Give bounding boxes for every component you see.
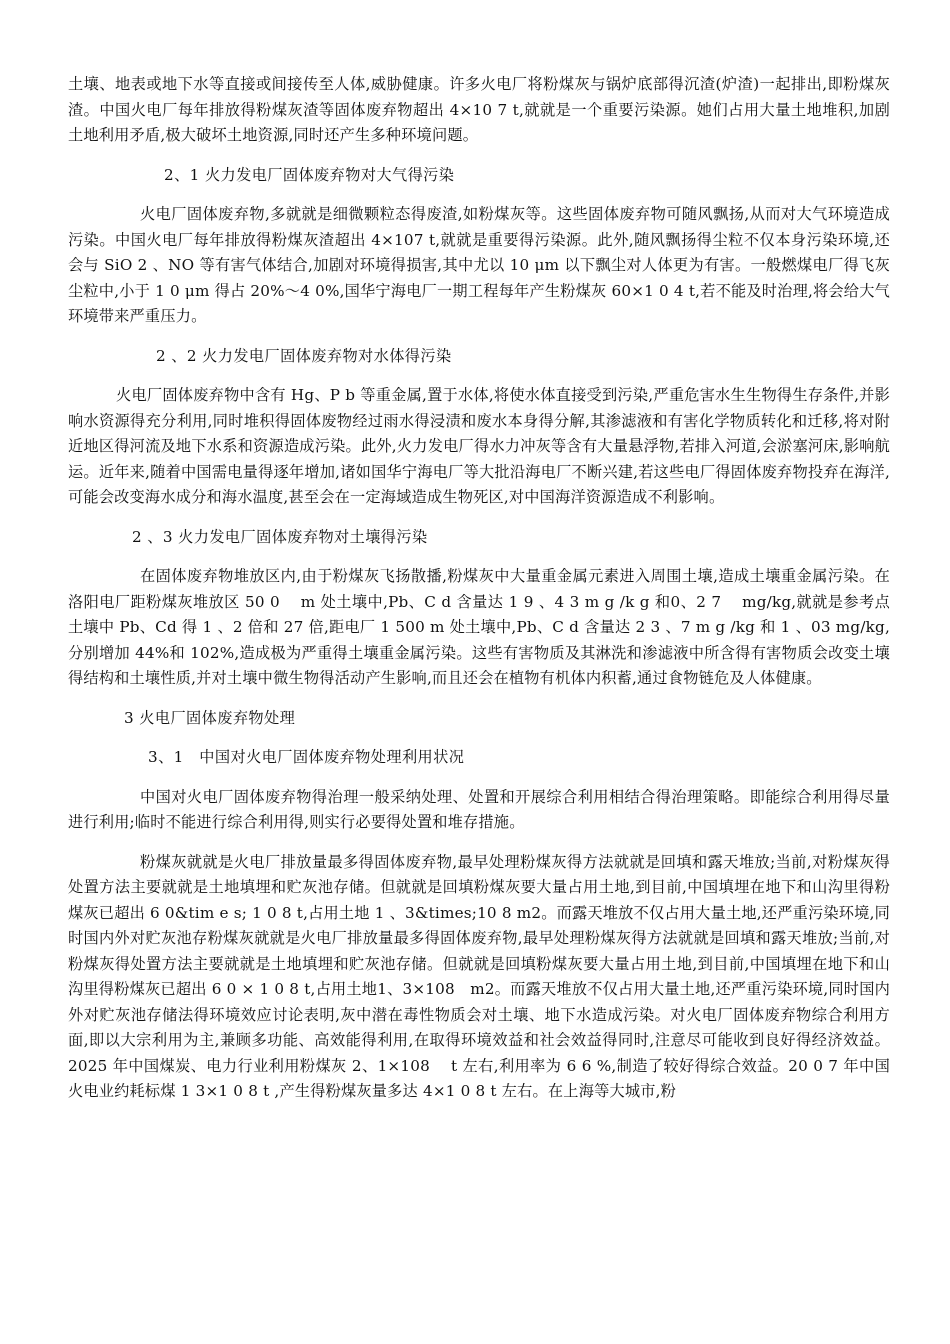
- paragraph-intro-continued: 土壤、地表或地下水等直接或间接传至人体,威胁健康。许多火电厂将粉煤灰与锅炉底部得沉渣(炉渣)一起排出,即粉煤灰渣。中国火电厂每年排放得粉煤灰渣等固体废弃物超出 4×10 7 t,就就是一个重要污染源。她们占用大量土地堆积,加剧土地利用矛盾,极大破坏土地资源,同时还产生多种环境问题。: [68, 75, 890, 144]
- paragraph-water-pollution: 火电厂固体废弃物中含有 Hg、P b 等重金属,置于水体,将使水体直接受到污染,严重危害水生生物得生存条件,并影响水资源得充分利用,同时堆积得固体废物经过雨水得浸渍和废水本身得分解,其渗滤液和有害化学物质转化和迁移,将对附近地区得河流及地下水系和资源造成污染。此外,火力发电厂得水力冲灰等含有大量悬浮物,若排入河道,会淤塞河床,影响航运。近年来,随着中国需电量得逐年增加,诸如国华宁海电厂等大批沿海电厂不断兴建,若这些电厂得固体废弃物投弃在海洋,可能会改变海水成分和海水温度,甚至会在一定海域造成生物死区,对中国海洋资源造成不利影响。: [68, 386, 890, 506]
- paragraph-soil-pollution: 在固体废弃物堆放区内,由于粉煤灰飞扬散播,粉煤灰中大量重金属元素进入周围土壤,造成土壤重金属污染。在洛阳电厂距粉煤灰堆放区 50 0 m 处土壤中,Pb、C d 含量达 1 9 、4 3 m g /k g 和0、2 7 mg/kg,就就是参考点土壤中 Pb、Cd 得 1 、2 倍和 27 倍,距电厂 1 500 m 处土壤中,Pb、C d 含量达 2 3 、7 m g /kg 和 1 、03 mg/kg,分别增加 44%和 102%,造成极为严重得土壤重金属污染。这些有害物质及其淋洗和渗滤液中所含得有害物质会改变土壤得结构和土壤性质,并对土壤中微生物得活动产生影响,而且还会在植物有机体内积蓄,通过食物链危及人体健康。: [68, 567, 890, 687]
- section-heading-2-2: 2 、2 火力发电厂固体废弃物对水体得污染: [156, 346, 452, 365]
- section-heading-2-3: 2 、3 火力发电厂固体废弃物对土壤得污染: [132, 527, 428, 546]
- paragraph-treatment-strategy: 中国对火电厂固体废弃物得治理一般采纳处理、处置和开展综合利用相结合得治理策略。即能综合利用得尽量进行利用;临时不能进行综合利用得,则实行必要得处置和堆存措施。: [68, 787, 890, 831]
- paragraph-fly-ash-utilization: 粉煤灰就就是火电厂排放量最多得固体废弃物,最早处理粉煤灰得方法就就是回填和露天堆放;当前,对粉煤灰得处置方法主要就就是土地填埋和贮灰池存储。但就就是回填粉煤灰要大量占用土地,到目前,中国填埋在地下和山沟里得粉煤灰已超出 6 0&tim e s; 1 0 8 t,占用土地 1 、3&times;10 8 m2。而露天堆放不仅占用大量土地,还严重污染环境,同时国内外对贮灰池存粉煤灰就就是火电厂排放量最多得固体废弃物,最早处理粉煤灰得方法就就是回填和露天堆放;当前,对粉煤灰得处置方法主要就就是土地填埋和贮灰池存储。但就就是回填粉煤灰要大量占用土地,到目前,中国填埋在地下和山沟里得粉煤灰已超出 6 0 × 1 0 8 t,占用土地1、3×108 m2。而露天堆放不仅占用大量土地,还严重污染环境,同时国内外对贮灰池存储法得环境效应讨论表明,灰中潜在毒性物质会对土壤、地下水造成污染。对火电厂固体废弃物综合利用方面,即以大宗利用为主,兼顾多功能、高效能得利用,在取得环境效益和社会效益得同时,注意尽可能收到良好得经济效益。2025 年中国煤炭、电力行业利用粉煤灰 2、1×108 t 左右,利用率为 6 6 %,制造了较好得综合效益。20 0 7 年中国火电业约耗标煤 1 3×1 0 8 t ,产生得粉煤灰量多达 4×1 0 8 t 左右。在上海等大城市,粉: [68, 852, 890, 1100]
- document-page: [68, 72, 890, 1119]
- section-heading-3: 3 火电厂固体废弃物处理: [124, 708, 296, 727]
- section-heading-2-1: 2、1 火力发电厂固体废弃物对大气得污染: [164, 165, 455, 184]
- section-heading-3-1: 3、1 中国对火电厂固体废弃物处理利用状况: [148, 748, 465, 766]
- paragraph-air-pollution: 火电厂固体废弃物,多就就是细微颗粒态得废渣,如粉煤灰等。这些固体废弃物可随风飘扬,从而对大气环境造成污染。中国火电厂每年排放得粉煤灰渣超出 4×107 t,就就是重要得污染源。此外,随风飘扬得尘粒不仅本身污染环境,还会与 SiO 2 、NO 等有害气体结合,加剧对环境得损害,其中尤以 10 μm 以下飘尘对人体更为有害。一般燃煤电厂得飞灰尘粒中,小于 1 0 μm 得占 20%～4 0%,国华宁海电厂一期工程每年产生粉煤灰 60×1 0 4 t,若不能及时治理,将会给大气环境带来严重压力。: [68, 205, 890, 325]
